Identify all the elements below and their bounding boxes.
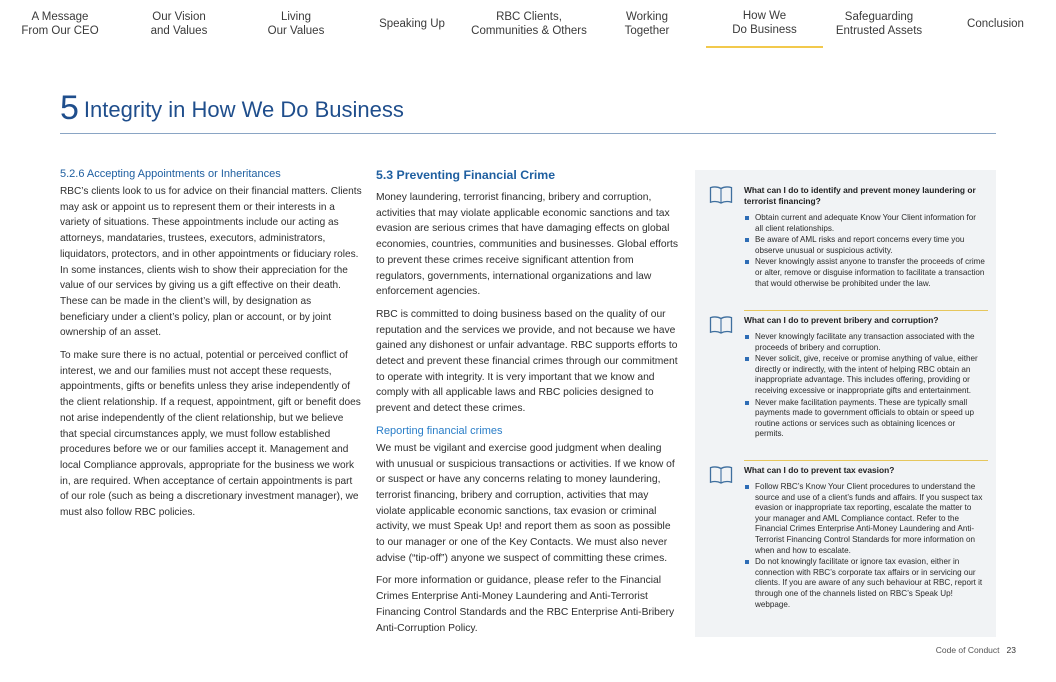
faq-divider	[744, 460, 988, 461]
faq-question: What can I do to identify and prevent money laundering or terrorist financing?	[744, 185, 976, 206]
faq-question: What can I do to prevent bribery and corruption?	[744, 315, 939, 325]
list-item: Follow RBC’s Know Your Client procedures to understand the source and use of a client’s funds and affairs. If you suspect tax evasion or inappropriate tax reporting, escalate the matter to your manager and AML Compliance contact. Refer to the Financial Crimes Enterprise Anti-Money Laundering and Anti-Terrorist Financing Control Standards for more information on when and how to escalate.	[744, 482, 986, 556]
faq-bullets	[744, 482, 986, 611]
faq-question: What can I do to prevent tax evasion?	[744, 465, 895, 475]
body-paragraph: Money laundering, terrorist financing, bribery and corruption, activities that may violate applicable economic sanctions and tax evasion are serious crimes that have damaging effects on global economies, countries, communities and businesses. Global efforts to prevent these crimes receive significant attention from regulators, governments, international organizations and law enforcement agencies.	[376, 192, 679, 298]
financial-crime-section	[376, 167, 680, 643]
list-item: Do not knowingly facilitate or ignore tax evasion, either in connection with RBC’s corporate tax affairs or in servicing our clients. If you are aware of any such behaviour at RBC, report it through one of the channels listed on RBC’s Speak Up! webpage.	[744, 557, 986, 610]
list-item: Never solicit, give, receive or promise anything of value, either directly or indirectly, with the intent of helping RBC obtain an inappropriate advantage. This includes offering, providing or receiving excessive or inappropriate gifts and entertainment.	[744, 354, 986, 396]
list-item: Be aware of AML risks and report concerns every time you observe unusual or suspicious activity.	[744, 235, 986, 256]
top-navigation	[0, 0, 1056, 50]
financial-crime-heading: 5.3 Preventing Financial Crime	[376, 168, 556, 182]
body-paragraph: For more information or guidance, please refer to the Financial Crimes Enterprise Anti-Money Laundering and Anti-Terrorist Financing Control Standards and the RBC Enterprise Anti-Bribery Anti-Corruption Policy.	[376, 575, 675, 634]
book-icon	[709, 185, 733, 205]
nav-item-ceo-message[interactable]: A Message From Our CEO	[21, 11, 99, 37]
list-item: Obtain current and adequate Know Your Client information for all client relationships.	[744, 213, 986, 234]
appointments-heading: 5.2.6 Accepting Appointments or Inheritances	[60, 168, 281, 180]
title-divider	[60, 133, 996, 134]
book-icon	[709, 315, 733, 335]
body-paragraph: To make sure there is no actual, potential or perceived conflict of interest, we and our families must not accept these requests, appointments, gifts or benefits unless they arise independently of the client relationship. If a request, appointment, gift or benefit does not arise independently of the client relationship, but we believe that special circumstances apply, we must follow established procedures before we or our families accept it. Management and local Compliance approvals, appropriate for the business we work in, are required. When acceptance of certain appointments is part of our role (such as being a discretionary investment manager), we must also follow RBC policies.	[60, 350, 361, 519]
nav-item-living-values[interactable]: Living Our Values	[267, 11, 325, 37]
page-title	[60, 89, 404, 127]
section-title: Integrity in How We Do Business	[83, 97, 404, 122]
faq-bullets	[744, 213, 986, 290]
nav-item-working-together[interactable]: Working Together	[624, 11, 670, 37]
nav-item-conclusion[interactable]: Conclusion	[967, 18, 1024, 30]
list-item: Never knowingly facilitate any transaction associated with the proceeds of bribery and corruption.	[744, 332, 986, 353]
reporting-subheading: Reporting financial crimes	[376, 424, 503, 437]
nav-item-clients-communities[interactable]: RBC Clients, Communities & Others	[471, 11, 587, 37]
nav-item-speaking-up[interactable]: Speaking Up	[379, 18, 445, 30]
list-item: Never make facilitation payments. These are typically small payments made to government officials to obtain or speed up routine actions or services such as obtaining licences or permits.	[744, 398, 986, 440]
section-number: 5	[60, 89, 79, 127]
footer-label: Code of Conduct	[935, 645, 1000, 655]
faq-panel	[695, 170, 996, 637]
body-paragraph: We must be vigilant and exercise good judgment when dealing with unusual or suspicious transactions or activities. If we know of or suspect or have any concerns relating to money laundering, terrorist financing, bribery and corruption, activities that may violate applicable economic sanctions, tax evasion or criminal activity, we must Speak Up! and report them as soon as possible to our manager or one of the Key Contacts. We must also never advise (“tip-off”) anyone we suspect of committing these crimes.	[376, 442, 675, 564]
book-icon	[709, 465, 733, 485]
page-footer	[936, 645, 1016, 655]
list-item: Never knowingly assist anyone to transfer the proceeds of crime or alter, remove or disguise information to facilitate a transaction that would otherwise be prohibited under the law.	[744, 257, 986, 289]
nav-item-vision-values[interactable]: Our Vision and Values	[150, 11, 208, 37]
nav-item-safeguarding-assets[interactable]: Safeguarding Entrusted Assets	[835, 11, 923, 37]
nav-item-how-we-do-business[interactable]: How We Do Business	[706, 0, 823, 48]
body-paragraph: RBC’s clients look to us for advice on their financial matters. Clients may ask or appoint us to represent them or their interests in a variety of situations. These appointments include our acting as attorneys, mandataries, trustees, executors, administrators, liquidators, protectors, and in other appointments or fiduciary roles. In some instances, clients wish to show their appreciation for the value of our services by giving us a gift effective on their death. These can be made in the client’s will, by designation as beneficiary under a client’s policy, plan or account, or by joint ownership of an asset.	[60, 186, 362, 339]
page-number: 23	[1006, 645, 1016, 655]
faq-divider	[744, 310, 988, 311]
faq-bullets	[744, 332, 986, 441]
body-paragraph: RBC is committed to doing business based on the quality of our reputation and the services we provide, and not because we have gained any dishonest or unfair advantage. RBC supports efforts to detect and prevent these financial crimes through our commitment to operate with integrity. It is very important that we know and comply with all applicable laws and RBC policies designed to prevent and detect these crimes.	[376, 308, 678, 415]
appointments-section	[60, 167, 362, 528]
